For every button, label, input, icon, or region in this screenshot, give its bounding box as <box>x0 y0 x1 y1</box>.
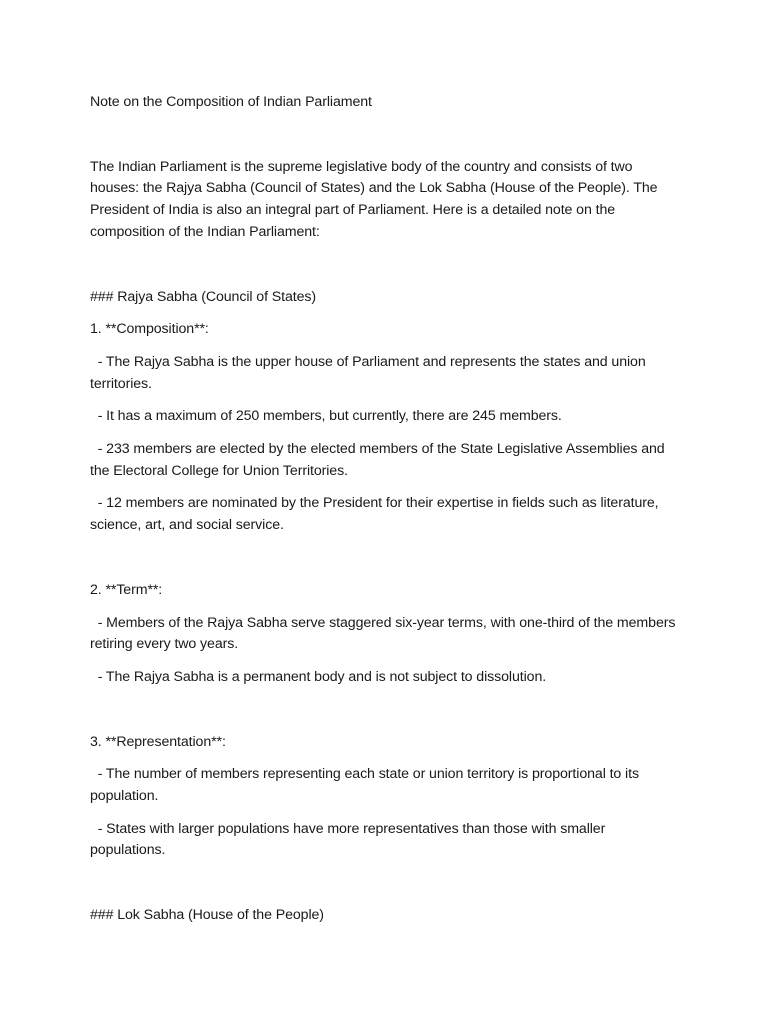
term-item: - Members of the Rajya Sabha serve staggered six-year terms, with one-third of the members retiring every two years. <box>90 614 680 653</box>
composition-item: - 233 members are elected by the elected members of the State Legislative Assemblies and the Electoral College for Union Territories. <box>90 441 669 479</box>
document-page <box>90 92 680 938</box>
intro-paragraph: The Indian Parliament is the supreme legislative body of the country and consists of two houses: the Rajya Sabha (Council of States) and the Lok Sabha (House of the People). The President of India is also an integral part of Parliament. Here is a detailed note on the composition of the Indian Parliament: <box>90 158 662 240</box>
representation-item: - States with larger populations have more representatives than those with smaller populations. <box>90 820 610 859</box>
document-title: Note on the Composition of Indian Parliament <box>90 94 372 110</box>
term-item: - The Rajya Sabha is a permanent body and is not subject to dissolution. <box>90 668 547 685</box>
term-heading: 2. **Term**: <box>90 581 163 598</box>
composition-item: - The Rajya Sabha is the upper house of Parliament and represents the states and union territories. <box>90 353 650 392</box>
representation-item: - The number of members representing each state or union territory is proportional to its population. <box>90 766 643 805</box>
rajya-sabha-heading: ### Rajya Sabha (Council of States) <box>90 288 316 305</box>
composition-item: - It has a maximum of 250 members, but currently, there are 245 members. <box>90 408 562 425</box>
representation-heading: 3. **Representation**: <box>90 733 226 750</box>
composition-item: - 12 members are nominated by the President for their expertise in fields such as literature, science, art, and social service. <box>90 495 663 534</box>
composition-heading: 1. **Composition**: <box>90 321 209 338</box>
lok-sabha-heading: ### Lok Sabha (House of the People) <box>90 907 324 924</box>
